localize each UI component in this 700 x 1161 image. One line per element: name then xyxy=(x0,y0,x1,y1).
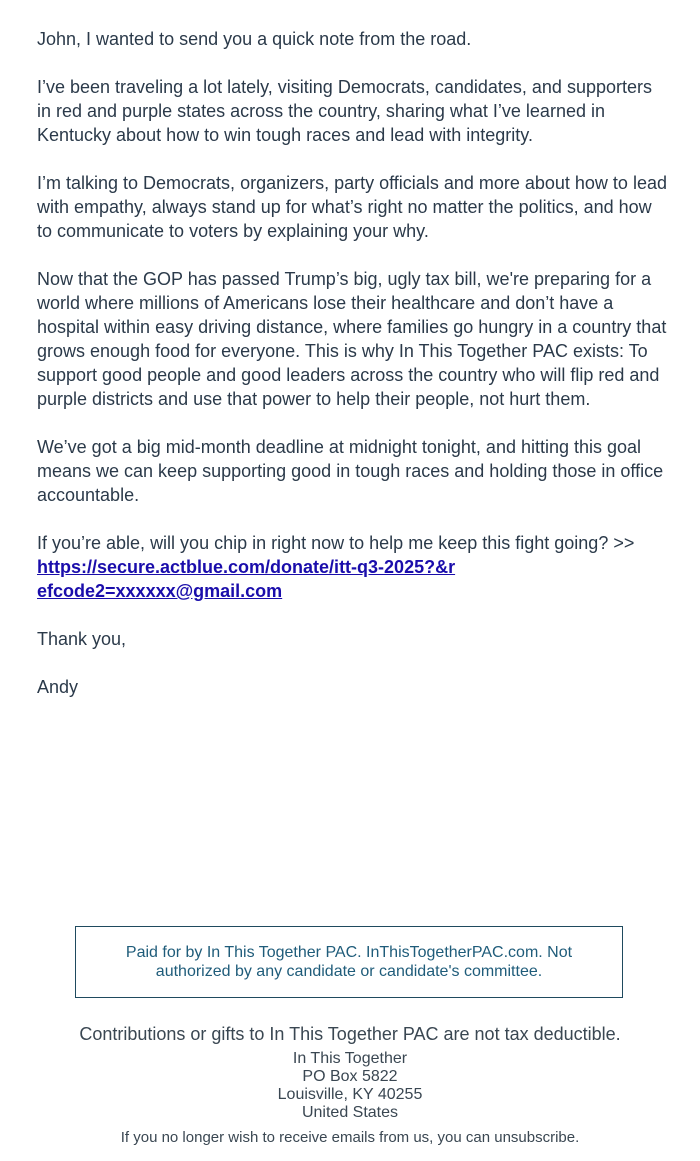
footer xyxy=(0,1022,700,1148)
address-country: United States xyxy=(301,1104,399,1121)
address-city: Louisville, KY 40255 xyxy=(277,1086,423,1103)
closing-text: Thank you, xyxy=(37,629,127,649)
deadline-paragraph: We’ve got a big mid-month deadline at midnight tonight, and hitting this goal means we can keep supporting good in tough races and holding those in office accountable. xyxy=(37,437,664,505)
empathy-paragraph: I’m talking to Democrats, organizers, party officials and more about how to lead with empathy, always stand up for what’s right no matter the politics, and how to communicate to voters by explaining your why. xyxy=(37,173,667,241)
ask-paragraph xyxy=(37,531,667,603)
disclaimer-box xyxy=(75,926,623,998)
email-body xyxy=(37,27,667,723)
tax-note: Contributions or gifts to In This Together PAC are not tax deductible. xyxy=(79,1024,621,1044)
disclaimer-text: Paid for by In This Together PAC. InThisTogetherPAC.com. Not authorized by any candidate or candidate's committee. xyxy=(125,944,573,980)
signature: Andy xyxy=(37,677,79,697)
donate-link[interactable]: https://secure.actblue.com/donate/itt-q3-2025?&refcode2=xxxxxx@gmail.com xyxy=(37,557,456,601)
unsubscribe-text[interactable]: If you no longer wish to receive emails from us, you can unsubscribe. xyxy=(120,1129,580,1146)
address-street: PO Box 5822 xyxy=(302,1068,398,1085)
greeting-paragraph: John, I wanted to send you a quick note from the road. xyxy=(37,29,472,49)
ask-text: If you’re able, will you chip in right now to help me keep this fight going? >> xyxy=(37,533,635,553)
travel-paragraph: I’ve been traveling a lot lately, visiting Democrats, candidates, and supporters in red and purple states across the country, sharing what I’ve learned in Kentucky about how to win tough races and lead with integrity. xyxy=(37,77,652,145)
address-name: In This Together xyxy=(292,1050,408,1067)
tax-bill-paragraph: Now that the GOP has passed Trump’s big, ugly tax bill, we're preparing for a world where millions of Americans lose their healthcare and don’t have a hospital within easy driving distance, where families go hungry in a country that grows enough food for everyone. This is why In This Together PAC exists: To support good people and good leaders across the country who will flip red and purple districts and use that power to help their people, not hurt them. xyxy=(37,269,667,409)
